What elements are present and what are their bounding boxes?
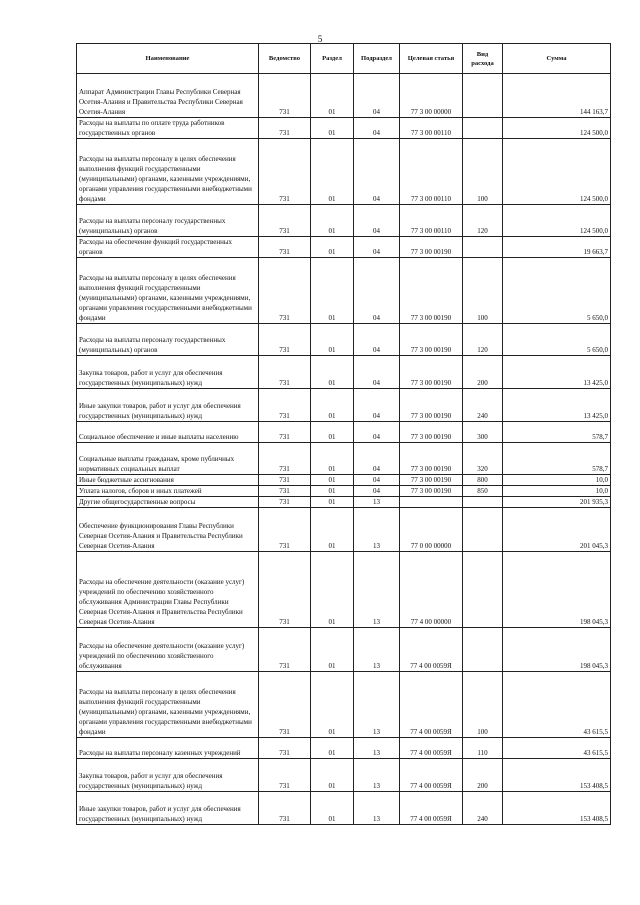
cell-name: Расходы на выплаты персоналу в целях обеспечения выполнения функций государственными (муниципальными) органами, казенными учреждениями, органами управления государственными внебюджетными фондами bbox=[77, 139, 259, 205]
cell-ved: 731 bbox=[259, 672, 311, 738]
cell-summa: 19 663,7 bbox=[503, 237, 611, 258]
cell-razdel: 01 bbox=[311, 738, 354, 759]
cell-statya: 77 3 00 00110 bbox=[400, 205, 463, 237]
table-row bbox=[77, 118, 611, 139]
cell-statya: 77 3 00 00110 bbox=[400, 139, 463, 205]
table-row bbox=[77, 324, 611, 356]
table-row bbox=[77, 258, 611, 324]
cell-ved: 731 bbox=[259, 118, 311, 139]
cell-name: Аппарат Администрации Главы Республики Северная Осетия-Алания и Правительства Республики Северная Осетия-Алания bbox=[77, 74, 259, 118]
cell-podrazdel: 04 bbox=[354, 237, 400, 258]
cell-statya: 77 3 00 00000 bbox=[400, 74, 463, 118]
table-row bbox=[77, 475, 611, 486]
cell-vid bbox=[463, 552, 503, 628]
table-row bbox=[77, 443, 611, 475]
cell-razdel: 01 bbox=[311, 628, 354, 672]
cell-summa: 198 045,3 bbox=[503, 628, 611, 672]
cell-razdel: 01 bbox=[311, 497, 354, 508]
table-header-row bbox=[77, 44, 611, 74]
cell-razdel: 01 bbox=[311, 486, 354, 497]
cell-podrazdel: 04 bbox=[354, 389, 400, 422]
cell-name: Расходы на выплаты персоналу государственных (муниципальных) органов bbox=[77, 324, 259, 356]
table-row bbox=[77, 139, 611, 205]
cell-summa: 124 500,0 bbox=[503, 139, 611, 205]
cell-vid: 120 bbox=[463, 324, 503, 356]
cell-summa: 10,0 bbox=[503, 486, 611, 497]
cell-statya: 77 3 00 00190 bbox=[400, 389, 463, 422]
table-row bbox=[77, 356, 611, 389]
cell-statya: 77 4 00 0059Я bbox=[400, 672, 463, 738]
cell-podrazdel: 13 bbox=[354, 738, 400, 759]
cell-statya: 77 0 00 00000 bbox=[400, 508, 463, 552]
table-row bbox=[77, 486, 611, 497]
cell-ved: 731 bbox=[259, 389, 311, 422]
cell-vid: 200 bbox=[463, 759, 503, 792]
cell-summa: 5 650,0 bbox=[503, 258, 611, 324]
header-vedomstvo: Ведомство bbox=[259, 44, 311, 74]
cell-razdel: 01 bbox=[311, 759, 354, 792]
table-row bbox=[77, 759, 611, 792]
cell-razdel: 01 bbox=[311, 508, 354, 552]
cell-statya: 77 4 00 00000 bbox=[400, 552, 463, 628]
table-row bbox=[77, 738, 611, 759]
cell-vid: 200 bbox=[463, 356, 503, 389]
cell-razdel: 01 bbox=[311, 672, 354, 738]
cell-name: Социальное обеспечение и иные выплаты населению bbox=[77, 422, 259, 443]
table-row bbox=[77, 205, 611, 237]
cell-name: Другие общегосударственные вопросы bbox=[77, 497, 259, 508]
cell-vid: 800 bbox=[463, 475, 503, 486]
cell-ved: 731 bbox=[259, 475, 311, 486]
cell-podrazdel: 04 bbox=[354, 118, 400, 139]
cell-podrazdel: 13 bbox=[354, 552, 400, 628]
cell-razdel: 01 bbox=[311, 792, 354, 825]
cell-ved: 731 bbox=[259, 443, 311, 475]
cell-ved: 731 bbox=[259, 258, 311, 324]
cell-podrazdel: 04 bbox=[354, 258, 400, 324]
page-number: 5 bbox=[317, 34, 323, 44]
cell-statya: 77 3 00 00190 bbox=[400, 324, 463, 356]
cell-summa: 43 615,5 bbox=[503, 672, 611, 738]
header-razdel: Раздел bbox=[311, 44, 354, 74]
cell-summa: 124 500,0 bbox=[503, 118, 611, 139]
cell-summa: 201 935,3 bbox=[503, 497, 611, 508]
cell-ved: 731 bbox=[259, 324, 311, 356]
table-row bbox=[77, 237, 611, 258]
cell-statya: 77 3 00 00190 bbox=[400, 258, 463, 324]
cell-summa: 13 425,0 bbox=[503, 389, 611, 422]
cell-podrazdel: 04 bbox=[354, 139, 400, 205]
cell-podrazdel: 13 bbox=[354, 508, 400, 552]
cell-vid: 120 bbox=[463, 205, 503, 237]
cell-vid bbox=[463, 497, 503, 508]
table-row bbox=[77, 508, 611, 552]
cell-statya: 77 3 00 00110 bbox=[400, 118, 463, 139]
cell-ved: 731 bbox=[259, 738, 311, 759]
table-row bbox=[77, 628, 611, 672]
cell-name: Обеспечение функционирования Главы Республики Северная Осетия-Алания и Правительства Республики Северная Осетия-Алания bbox=[77, 508, 259, 552]
table-row bbox=[77, 497, 611, 508]
cell-name: Расходы на выплаты персоналу государственных (муниципальных) органов bbox=[77, 205, 259, 237]
cell-vid: 240 bbox=[463, 792, 503, 825]
table-row bbox=[77, 422, 611, 443]
cell-vid bbox=[463, 508, 503, 552]
cell-podrazdel: 04 bbox=[354, 422, 400, 443]
cell-name: Расходы на выплаты персоналу в целях обеспечения выполнения функций государственными (муниципальными) органами, казенными учреждениями, органами управления государственными внебюджетными фондами bbox=[77, 672, 259, 738]
header-name: Наименование bbox=[77, 44, 259, 74]
cell-razdel: 01 bbox=[311, 237, 354, 258]
cell-name: Расходы на обеспечение деятельности (оказание услуг) учреждений по обеспечению хозяйственного обслуживания bbox=[77, 628, 259, 672]
cell-ved: 731 bbox=[259, 237, 311, 258]
cell-statya: 77 4 00 0059Я bbox=[400, 759, 463, 792]
cell-summa: 13 425,0 bbox=[503, 356, 611, 389]
cell-podrazdel: 04 bbox=[354, 475, 400, 486]
cell-ved: 731 bbox=[259, 139, 311, 205]
cell-summa: 144 163,7 bbox=[503, 74, 611, 118]
cell-summa: 153 408,5 bbox=[503, 759, 611, 792]
cell-summa: 10,0 bbox=[503, 475, 611, 486]
cell-statya: 77 3 00 00190 bbox=[400, 237, 463, 258]
cell-vid: 300 bbox=[463, 422, 503, 443]
table-row bbox=[77, 389, 611, 422]
cell-name: Уплата налогов, сборов и иных платежей bbox=[77, 486, 259, 497]
cell-ved: 731 bbox=[259, 552, 311, 628]
cell-vid: 100 bbox=[463, 139, 503, 205]
cell-name: Иные бюджетные ассигнования bbox=[77, 475, 259, 486]
cell-ved: 731 bbox=[259, 759, 311, 792]
cell-razdel: 01 bbox=[311, 443, 354, 475]
cell-name: Закупка товаров, работ и услуг для обеспечения государственных (муниципальных) нужд bbox=[77, 759, 259, 792]
cell-summa: 578,7 bbox=[503, 443, 611, 475]
table-row bbox=[77, 74, 611, 118]
cell-name: Социальные выплаты гражданам, кроме публичных нормативных социальных выплат bbox=[77, 443, 259, 475]
cell-statya: 77 4 00 0059Я bbox=[400, 792, 463, 825]
cell-podrazdel: 04 bbox=[354, 324, 400, 356]
cell-vid bbox=[463, 74, 503, 118]
cell-vid bbox=[463, 237, 503, 258]
cell-podrazdel: 04 bbox=[354, 443, 400, 475]
cell-statya: 77 3 00 00190 bbox=[400, 486, 463, 497]
table-body bbox=[77, 74, 611, 825]
cell-summa: 578,7 bbox=[503, 422, 611, 443]
cell-podrazdel: 04 bbox=[354, 486, 400, 497]
cell-ved: 731 bbox=[259, 205, 311, 237]
cell-razdel: 01 bbox=[311, 422, 354, 443]
cell-razdel: 01 bbox=[311, 258, 354, 324]
cell-podrazdel: 04 bbox=[354, 356, 400, 389]
cell-ved: 731 bbox=[259, 486, 311, 497]
cell-ved: 731 bbox=[259, 508, 311, 552]
cell-vid: 240 bbox=[463, 389, 503, 422]
cell-razdel: 01 bbox=[311, 205, 354, 237]
cell-razdel: 01 bbox=[311, 139, 354, 205]
cell-vid: 850 bbox=[463, 486, 503, 497]
cell-podrazdel: 13 bbox=[354, 628, 400, 672]
cell-statya: 77 4 00 0059Я bbox=[400, 738, 463, 759]
cell-summa: 153 408,5 bbox=[503, 792, 611, 825]
cell-statya: 77 3 00 00190 bbox=[400, 422, 463, 443]
cell-summa: 201 045,3 bbox=[503, 508, 611, 552]
cell-name: Иные закупки товаров, работ и услуг для обеспечения государственных (муниципальных) нужд bbox=[77, 792, 259, 825]
cell-vid: 320 bbox=[463, 443, 503, 475]
cell-razdel: 01 bbox=[311, 356, 354, 389]
cell-ved: 731 bbox=[259, 422, 311, 443]
cell-summa: 43 615,5 bbox=[503, 738, 611, 759]
cell-name: Закупка товаров, работ и услуг для обеспечения государственных (муниципальных) нужд bbox=[77, 356, 259, 389]
cell-name: Расходы на обеспечение функций государственных органов bbox=[77, 237, 259, 258]
cell-ved: 731 bbox=[259, 356, 311, 389]
table-row bbox=[77, 552, 611, 628]
header-summa: Сумма bbox=[503, 44, 611, 74]
cell-razdel: 01 bbox=[311, 74, 354, 118]
header-celevaya-statya: Целевая статья bbox=[400, 44, 463, 74]
cell-ved: 731 bbox=[259, 74, 311, 118]
cell-podrazdel: 04 bbox=[354, 74, 400, 118]
cell-name: Расходы на выплаты персоналу казенных учреждений bbox=[77, 738, 259, 759]
cell-vid: 110 bbox=[463, 738, 503, 759]
cell-summa: 198 045,3 bbox=[503, 552, 611, 628]
cell-statya bbox=[400, 497, 463, 508]
cell-razdel: 01 bbox=[311, 552, 354, 628]
header-podrazdel: Подраздел bbox=[354, 44, 400, 74]
cell-ved: 731 bbox=[259, 628, 311, 672]
cell-razdel: 01 bbox=[311, 324, 354, 356]
cell-podrazdel: 13 bbox=[354, 497, 400, 508]
cell-podrazdel: 13 bbox=[354, 792, 400, 825]
budget-table bbox=[76, 43, 611, 825]
cell-razdel: 01 bbox=[311, 389, 354, 422]
cell-vid bbox=[463, 118, 503, 139]
cell-vid: 100 bbox=[463, 672, 503, 738]
cell-razdel: 01 bbox=[311, 118, 354, 139]
table-row bbox=[77, 792, 611, 825]
cell-summa: 5 650,0 bbox=[503, 324, 611, 356]
cell-podrazdel: 04 bbox=[354, 205, 400, 237]
cell-podrazdel: 13 bbox=[354, 672, 400, 738]
cell-name: Расходы на обеспечение деятельности (оказание услуг) учреждений по обеспечению хозяйственного обслуживания Администрации Главы Республики Северная Осетия-Алания и Правительства Республики Северная Осетия-Алания bbox=[77, 552, 259, 628]
cell-statya: 77 3 00 00190 bbox=[400, 356, 463, 389]
cell-name: Расходы на выплаты персоналу в целях обеспечения выполнения функций государственными (муниципальными) органами, казенными учреждениями, органами управления государственными внебюджетными фондами bbox=[77, 258, 259, 324]
header-vid-raskhoda: Вид расхода bbox=[463, 44, 503, 74]
cell-statya: 77 3 00 00190 bbox=[400, 475, 463, 486]
cell-vid: 100 bbox=[463, 258, 503, 324]
cell-name: Иные закупки товаров, работ и услуг для обеспечения государственных (муниципальных) нужд bbox=[77, 389, 259, 422]
cell-statya: 77 3 00 00190 bbox=[400, 443, 463, 475]
cell-ved: 731 bbox=[259, 497, 311, 508]
cell-vid bbox=[463, 628, 503, 672]
cell-ved: 731 bbox=[259, 792, 311, 825]
table-row bbox=[77, 672, 611, 738]
cell-podrazdel: 13 bbox=[354, 759, 400, 792]
cell-statya: 77 4 00 0059Я bbox=[400, 628, 463, 672]
cell-name: Расходы на выплаты по оплате труда работников государственных органов bbox=[77, 118, 259, 139]
cell-razdel: 01 bbox=[311, 475, 354, 486]
cell-summa: 124 500,0 bbox=[503, 205, 611, 237]
